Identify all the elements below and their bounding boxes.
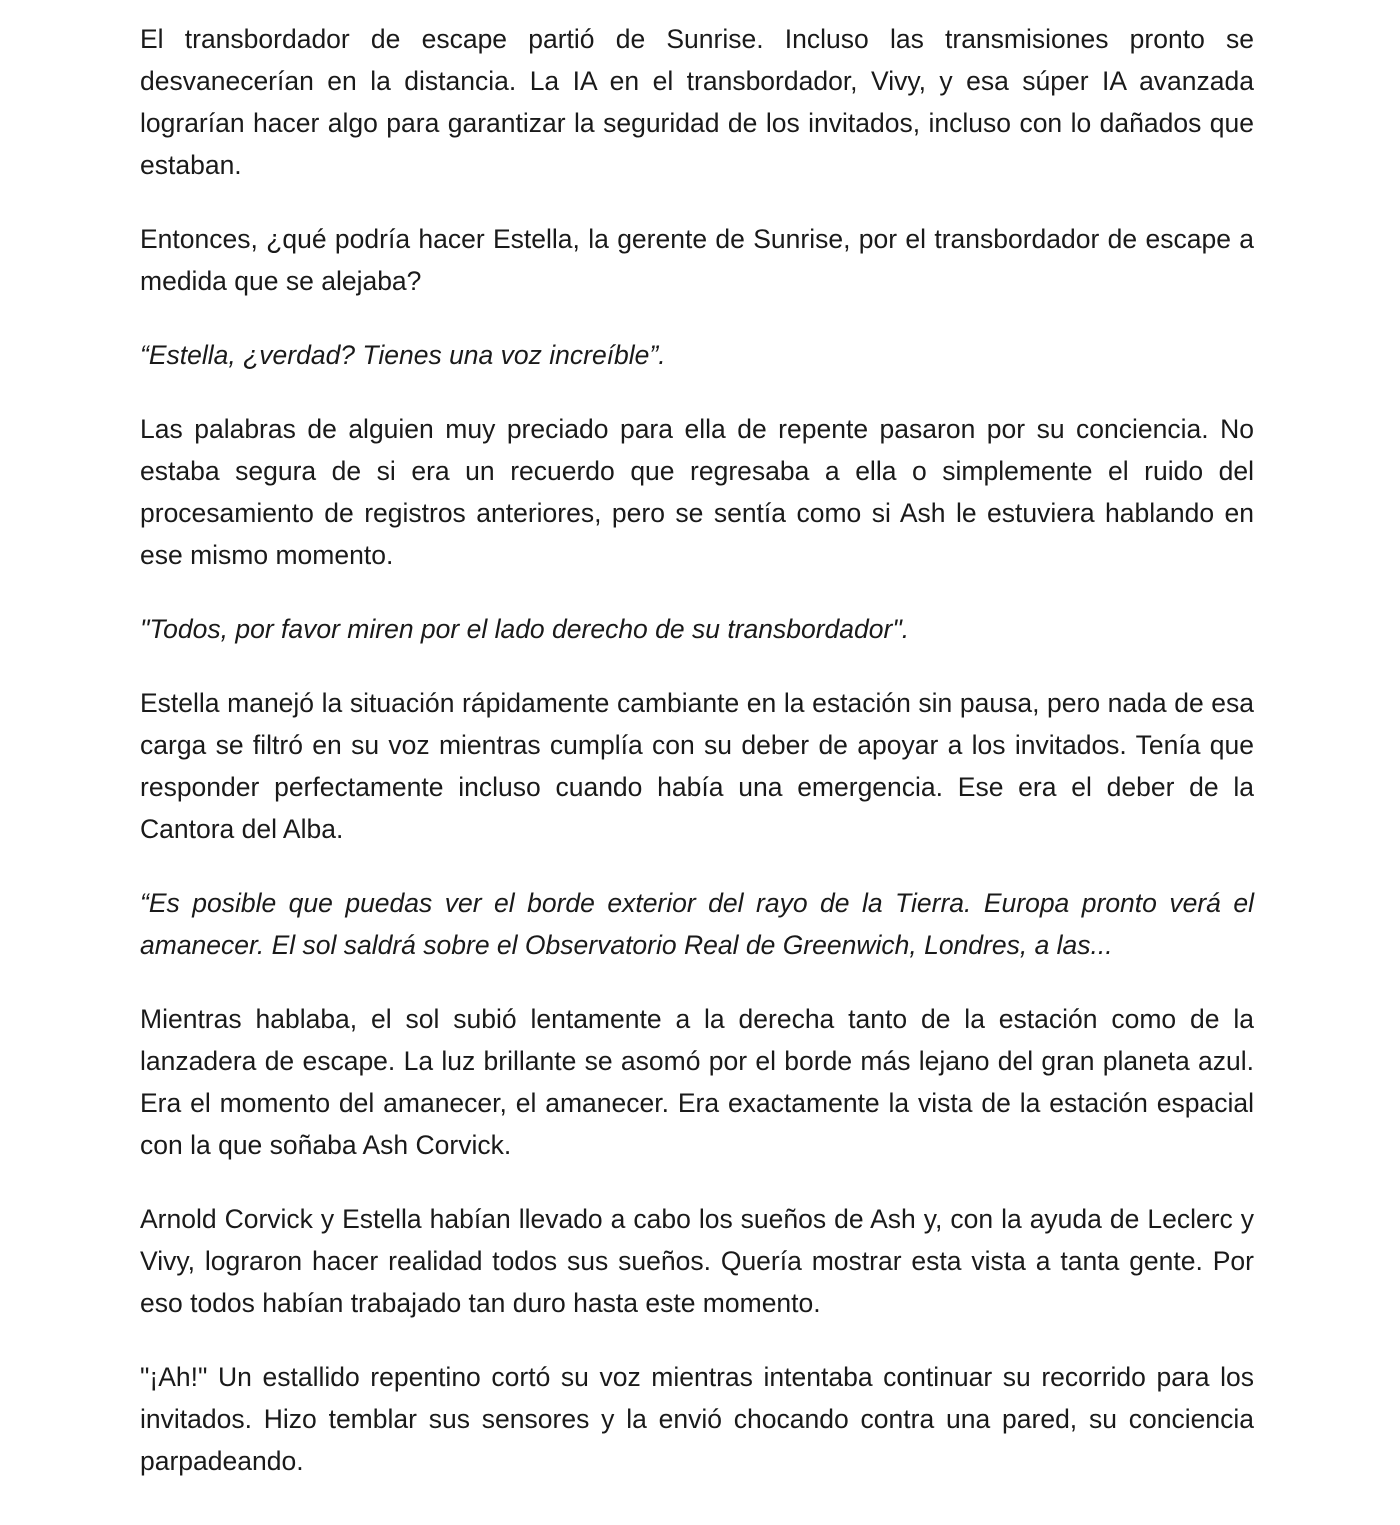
paragraph-1: El transbordador de escape partió de Sunrise. Incluso las transmisiones pronto se desvanecerían en la distancia. La IA en el transbordador, Vivy, y esa súper IA avanzada lograrían hacer algo para garantizar la seguridad de los invitados, incluso con lo dañados que estaban. <box>140 24 1254 180</box>
quote-paragraph-1: “Estella, ¿verdad? Tienes una voz increíble”. <box>140 340 666 370</box>
document-page <box>140 18 1254 1482</box>
paragraph-2: Entonces, ¿qué podría hacer Estella, la gerente de Sunrise, por el transbordador de escape a medida que se alejaba? <box>140 224 1254 296</box>
paragraph-4: Estella manejó la situación rápidamente cambiante en la estación sin pausa, pero nada de esa carga se filtró en su voz mientras cumplía con su deber de apoyar a los invitados. Tenía que responder perfectamente incluso cuando había una emergencia. Ese era el deber de la Cantora del Alba. <box>140 688 1254 844</box>
paragraph-6: Arnold Corvick y Estella habían llevado a cabo los sueños de Ash y, con la ayuda de Leclerc y Vivy, lograron hacer realidad todos sus sueños. Quería mostrar esta vista a tanta gente. Por eso todos habían trabajado tan duro hasta este momento. <box>140 1204 1254 1318</box>
paragraph-3: Las palabras de alguien muy preciado para ella de repente pasaron por su conciencia. No estaba segura de si era un recuerdo que regresaba a ella o simplemente el ruido del procesamiento de registros anteriores, pero se sentía como si Ash le estuviera hablando en ese mismo momento. <box>140 414 1254 570</box>
paragraph-5: Mientras hablaba, el sol subió lentamente a la derecha tanto de la estación como de la lanzadera de escape. La luz brillante se asomó por el borde más lejano del gran planeta azul. Era el momento del amanecer, el amanecer. Era exactamente la vista de la estación espacial con la que soñaba Ash Corvick. <box>140 1004 1254 1160</box>
paragraph-7: "¡Ah!" Un estallido repentino cortó su voz mientras intentaba continuar su recorrido para los invitados. Hizo temblar sus sensores y la envió chocando contra una pared, su conciencia parpadeando. <box>140 1362 1254 1476</box>
quote-paragraph-2: "Todos, por favor miren por el lado derecho de su transbordador". <box>140 614 910 644</box>
quote-paragraph-3: “Es posible que puedas ver el borde exterior del rayo de la Tierra. Europa pronto verá el amanecer. El sol saldrá sobre el Observatorio Real de Greenwich, Londres, a las... <box>140 888 1254 960</box>
